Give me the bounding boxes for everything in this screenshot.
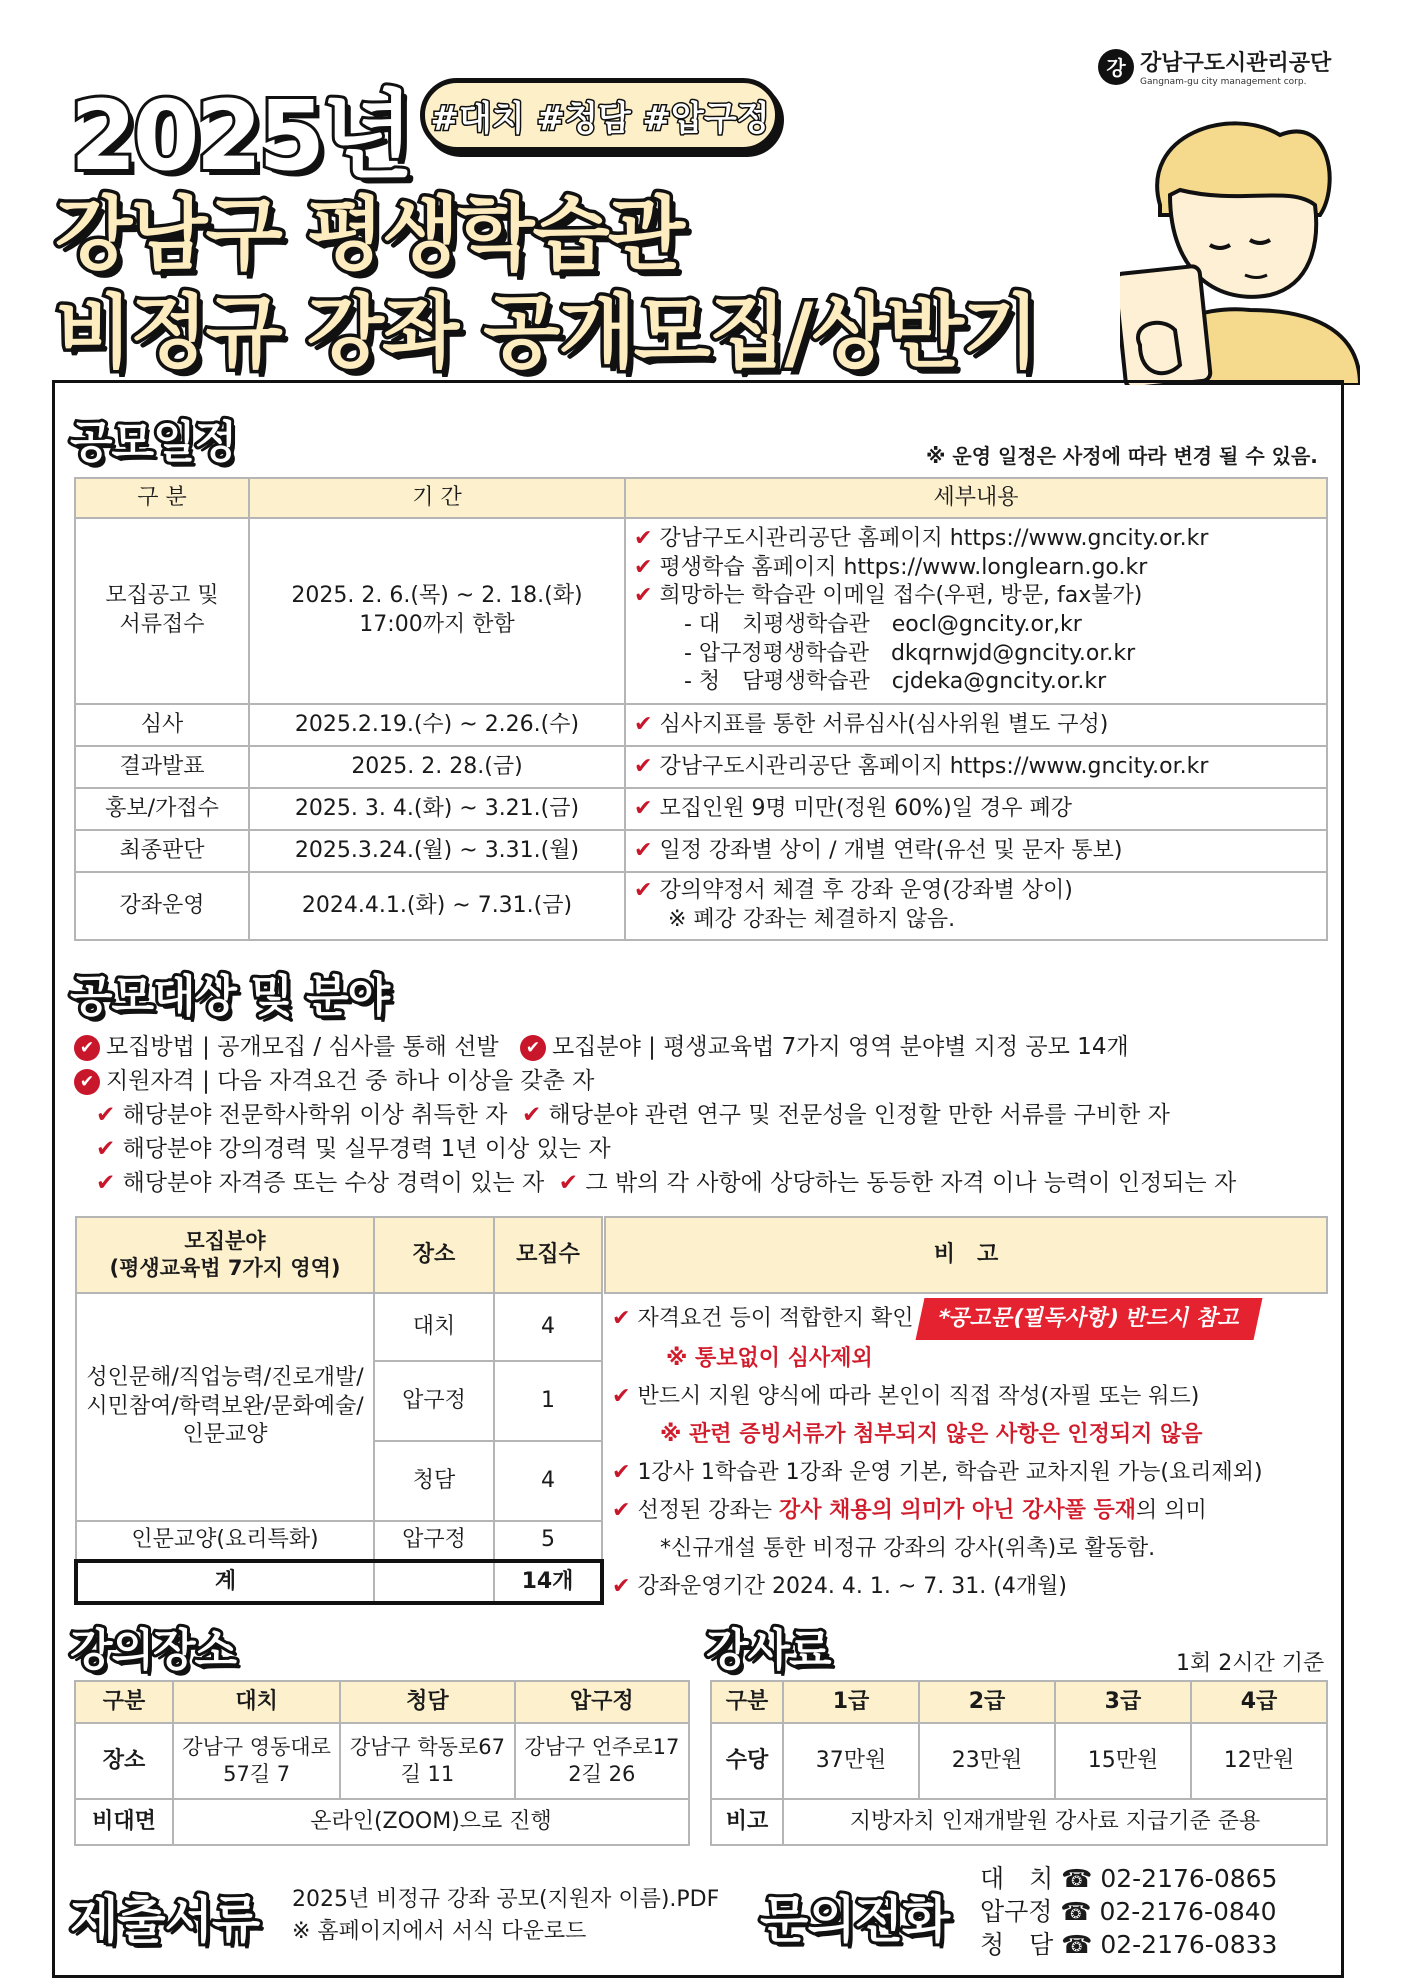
schedule-period: 2025. 2. 28.(금)	[249, 746, 625, 788]
venue-section-title: 강의장소	[70, 1625, 237, 1676]
recruit-notes-table	[604, 1216, 1328, 1294]
schedule-section-title: 공모일정	[70, 417, 237, 468]
schedule-name: 모집공고 및 서류접수	[75, 518, 249, 704]
venue-header: 구분	[75, 1681, 173, 1723]
email-line: - 압구정평생학습관 dkqrnwjd@gncity.or.kr	[684, 640, 1136, 666]
venue-row-label: 장소	[75, 1723, 173, 1799]
logo-sub: Gangnam-gu city management corp.	[1140, 77, 1307, 87]
schedule-header-type: 구 분	[75, 478, 249, 518]
note-red: ※ 관련 증빙서류가 첨부되지 않은 사항은 인정되지 않음	[660, 1422, 1203, 1447]
docs-section-title: 제출서류	[70, 1891, 260, 1949]
schedule-table	[74, 477, 1328, 941]
contact-row	[980, 1862, 1277, 1895]
schedule-row	[75, 830, 1327, 872]
check-icon: ✔	[634, 837, 653, 863]
recruit-count: 1	[494, 1361, 602, 1441]
notice-tag: *공고문(필독사항) 반드시 참고	[916, 1298, 1263, 1340]
year-title: 2025년	[70, 80, 410, 192]
venue-address: 강남구 학동로67 길 11	[340, 1723, 514, 1799]
target-field: 모집분야 | 평생교육법 7가지 영역 분야별 지정 공모 14개	[551, 1034, 1129, 1060]
fee-header: 구분	[711, 1681, 783, 1723]
qual-item: 해당분야 전문학사학위 이상 취득한 자	[122, 1102, 508, 1128]
schedule-period: 2025. 3. 4.(화) ~ 3.21.(금)	[249, 788, 625, 830]
contact-row	[980, 1895, 1277, 1928]
org-logo	[1098, 46, 1331, 87]
check-icon: ✔	[634, 753, 653, 779]
detail-text: 강남구도시관리공단 홈페이지 https://www.gncity.or.kr	[659, 753, 1209, 779]
fee-row-label: 수당	[711, 1723, 783, 1799]
docs-line1: 2025년 비정규 강좌 공모(지원자 이름).PDF	[292, 1887, 720, 1912]
note-text: 선정된 강좌는	[637, 1498, 779, 1523]
detail-text: 심사지표를 통한 서류심사(심사위원 별도 구성)	[659, 711, 1109, 737]
venue-table	[74, 1680, 690, 1846]
note-text: 반드시 지원 양식에 따라 본인이 직접 작성(자필 또는 워드)	[637, 1384, 1200, 1409]
recruit-field-main: 성인문해/직업능력/진로개발/시민참여/학력보완/문화예술/인문교양	[76, 1293, 374, 1521]
check-icon: ✔	[96, 1102, 116, 1128]
detail-text: 모집인원 9명 미만(정원 60%)일 경우 폐강	[659, 795, 1072, 821]
contact-label: 청 담	[980, 1930, 1054, 1959]
fee-table	[710, 1680, 1328, 1846]
venue-online: 온라인(ZOOM)으로 진행	[173, 1799, 689, 1845]
note-text: 의 의미	[1136, 1498, 1207, 1523]
check-icon: ✔	[634, 583, 653, 609]
recruit-header-field: 모집분야 (평생교육법 7가지 영역)	[76, 1217, 374, 1293]
schedule-row	[75, 704, 1327, 746]
note-text: 강좌운영기간 2024. 4. 1. ~ 7. 31. (4개월)	[637, 1574, 1067, 1599]
check-icon: ✔	[612, 1460, 631, 1485]
recruit-place: 압구정	[374, 1521, 494, 1561]
check-icon: ✔	[634, 795, 653, 821]
check-icon: ✔	[634, 526, 653, 552]
schedule-name: 최종판단	[75, 830, 249, 872]
venue-header: 압구정	[515, 1681, 689, 1723]
email-line: - 청 담평생학습관 cjdeka@gncity.or.kr	[684, 669, 1107, 695]
fee-header: 3급	[1055, 1681, 1191, 1723]
recruit-notes	[612, 1298, 1332, 1606]
schedule-period: 2025.2.19.(수) ~ 2.26.(수)	[249, 704, 625, 746]
schedule-period: 2024.4.1.(화) ~ 7.31.(금)	[249, 872, 625, 940]
qual-item: 그 밖의 각 사항에 상당하는 동등한 자격 이나 능력이 인정되는 자	[585, 1170, 1237, 1196]
recruit-count: 4	[494, 1441, 602, 1521]
venue-header: 대치	[173, 1681, 340, 1723]
schedule-row	[75, 746, 1327, 788]
schedule-period: 2025.3.24.(월) ~ 3.31.(월)	[249, 830, 625, 872]
reading-man-illustration	[1120, 95, 1360, 385]
detail-text: 강의약정서 체결 후 강좌 운영(강좌별 상이)	[659, 878, 1073, 904]
qual-item: 해당분야 자격증 또는 수상 경력이 있는 자	[122, 1170, 545, 1196]
fee-note: 지방자치 인재개발원 강사료 지급기준 준용	[783, 1799, 1327, 1845]
contact-label: 압구정	[980, 1897, 1053, 1926]
check-icon: ✔	[612, 1306, 631, 1331]
check-icon: ✔	[634, 711, 653, 737]
fee-amount: 15만원	[1055, 1723, 1191, 1799]
recruit-header-note: 비 고	[605, 1217, 1327, 1293]
check-icon: ✔	[612, 1498, 631, 1523]
recruit-place: 대치	[374, 1293, 494, 1361]
schedule-row	[75, 788, 1327, 830]
check-icon: ✔	[634, 878, 653, 904]
detail-note: ※ 폐강 강좌는 체결하지 않음.	[668, 907, 956, 932]
check-circle-icon: ✔	[74, 1069, 100, 1095]
check-icon: ✔	[521, 1102, 542, 1128]
main-title-line1: 강남구 평생학습관	[55, 188, 684, 281]
check-icon: ✔	[634, 554, 653, 580]
venue-header: 청담	[340, 1681, 514, 1723]
qual-item: 해당분야 관련 연구 및 전문성을 인정할 만한 서류를 구비한 자	[548, 1102, 1170, 1128]
schedule-name: 홍보/가접수	[75, 788, 249, 830]
fee-section-title: 강사료	[706, 1625, 831, 1676]
recruit-table	[74, 1216, 604, 1605]
detail-text: 강남구도시관리공단 홈페이지 https://www.gncity.or.kr	[659, 526, 1209, 552]
fee-amount: 23만원	[919, 1723, 1055, 1799]
note-text: 1강사 1학습관 1강좌 운영 기본, 학습관 교차지원 가능(요리제외)	[637, 1460, 1263, 1485]
fee-amount: 12만원	[1191, 1723, 1327, 1799]
contact-list	[980, 1862, 1277, 1961]
note-red-inline: 강사 채용의 의미가 아닌 강사풀 등재	[778, 1498, 1137, 1523]
recruit-total-label: 계	[76, 1561, 374, 1603]
recruit-field-cook: 인문교양(요리특화)	[76, 1521, 374, 1561]
contact-section-title: 문의전화	[760, 1891, 950, 1949]
target-block	[74, 1028, 1334, 1198]
fee-header: 4급	[1191, 1681, 1327, 1723]
check-icon: ✔	[96, 1170, 116, 1196]
logo-icon: 강	[1098, 49, 1134, 85]
fee-header: 2급	[919, 1681, 1055, 1723]
contact-phone: ☎ 02-2176-0840	[1060, 1897, 1277, 1926]
venue-online-label: 비대면	[75, 1799, 173, 1845]
target-section-title: 공모대상 및 분야	[70, 971, 390, 1022]
logo-name: 강남구도시관리공단	[1140, 51, 1332, 76]
check-icon: ✔	[612, 1384, 631, 1409]
schedule-row	[75, 872, 1327, 940]
schedule-row	[75, 518, 1327, 704]
schedule-header-period: 기 간	[249, 478, 625, 518]
detail-text: 일정 강좌별 상이 / 개별 연락(유선 및 문자 통보)	[659, 837, 1123, 863]
check-icon: ✔	[96, 1136, 116, 1162]
recruit-count: 4	[494, 1293, 602, 1361]
qual-item: 해당분야 강의경력 및 실무경력 1년 이상 있는 자	[122, 1136, 611, 1162]
schedule-name: 강좌운영	[75, 872, 249, 940]
fee-amount: 37만원	[783, 1723, 919, 1799]
detail-text: 희망하는 학습관 이메일 접수(우편, 방문, fax불가)	[659, 583, 1143, 609]
check-circle-icon: ✔	[520, 1035, 546, 1061]
check-circle-icon: ✔	[74, 1035, 100, 1061]
target-method: 모집방법 | 공개모집 / 심사를 통해 선발	[106, 1034, 499, 1060]
note-sub: *신규개설 통한 비정규 강좌의 강사(위촉)로 활동함.	[660, 1536, 1156, 1561]
recruit-header-place: 장소	[374, 1217, 494, 1293]
recruit-place: 청담	[374, 1441, 494, 1521]
note-text: 자격요건 등이 적합한지 확인	[637, 1306, 914, 1331]
docs-line2: ※ 홈페이지에서 서식 다운로드	[292, 1919, 587, 1944]
note-red: ※ 통보없이 심사제외	[666, 1346, 873, 1371]
contact-phone: ☎ 02-2176-0865	[1061, 1864, 1278, 1893]
recruit-total: 14개	[494, 1561, 602, 1603]
hashtags: #대치 #청담 #압구정	[420, 78, 780, 152]
check-icon: ✔	[612, 1574, 631, 1599]
venue-address: 강남구 언주로17 2길 26	[515, 1723, 689, 1799]
fee-basis: 1회 2시간 기준	[1176, 1651, 1325, 1676]
schedule-period: 2025. 2. 6.(목) ~ 2. 18.(화) 17:00까지 한함	[249, 518, 625, 704]
contact-phone: ☎ 02-2176-0833	[1061, 1930, 1278, 1959]
recruit-place: 압구정	[374, 1361, 494, 1441]
fee-header: 1급	[783, 1681, 919, 1723]
schedule-name: 결과발표	[75, 746, 249, 788]
schedule-notice: ※ 운영 일정은 사정에 따라 변경 될 수 있음.	[926, 444, 1318, 468]
check-icon: ✔	[558, 1170, 579, 1196]
main-title-line2: 비정규 강좌 공개모집/상반기	[55, 286, 1038, 379]
recruit-count: 5	[494, 1521, 602, 1561]
contact-label: 대 치	[980, 1864, 1054, 1893]
schedule-detail	[625, 518, 1327, 704]
docs-block	[292, 1884, 719, 1948]
fee-note-label: 비고	[711, 1799, 783, 1845]
email-line: - 대 치평생학습관 eocl@gncity.or,kr	[684, 612, 1082, 637]
recruit-header-count: 모집수	[494, 1217, 602, 1293]
schedule-header-detail: 세부내용	[625, 478, 1327, 518]
contact-row	[980, 1928, 1277, 1961]
detail-text: 평생학습 홈페이지 https://www.longlearn.go.kr	[659, 554, 1148, 580]
venue-address: 강남구 영동대로 57길 7	[173, 1723, 340, 1799]
schedule-name: 심사	[75, 704, 249, 746]
target-qualification: 지원자격 | 다음 자격요건 중 하나 이상을 갖춘 자	[106, 1068, 595, 1094]
